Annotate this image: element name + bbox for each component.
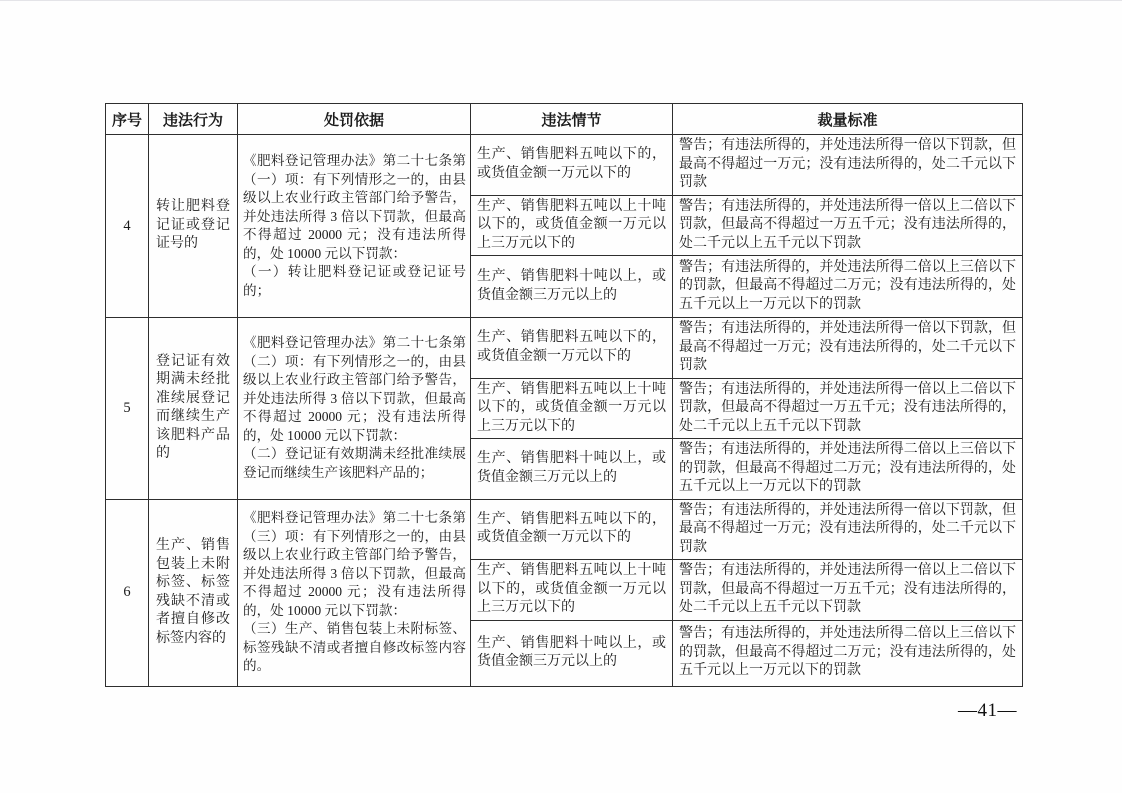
row4-standard-3-cell: 警告；有违法所得的，并处违法所得二倍以上三倍以下的罚款，但最高不得超过二万元；没有违法所得的，处五千元以上一万元以下的罚款 <box>673 256 1023 318</box>
row5-number-cell: 5 <box>106 318 149 500</box>
row4-basis-main-text: 《肥料登记管理办法》第二十七条第（一）项：有下列情形之一的，由县级以上农业行政主管部门给予警告，并处违法所得 3 倍以下罚款，但最高不得超过 20000 元；没有违法所得的，处 10000 元以下罚款： <box>243 153 466 261</box>
page-top-edge-line <box>0 0 1122 1</box>
row6-circumstance-3-cell: 生产、销售肥料十吨以上，或货值金额三万元以上的 <box>471 620 673 686</box>
row6-number-cell: 6 <box>106 499 149 686</box>
row6-standard-3-cell: 警告；有违法所得的，并处违法所得二倍以上三倍以下的罚款，但最高不得超过二万元；没有违法所得的，处五千元以上一万元以下的罚款 <box>673 620 1023 686</box>
row4-standard-2-cell: 警告；有违法所得的，并处违法所得一倍以上二倍以下罚款，但最高不得超过一万五千元；没有违法所得的，处二千元以上五千元以下罚款 <box>673 195 1023 256</box>
row5-basis-main-text: 《肥料登记管理办法》第二十七条第（二）项：有下列情形之一的，由县级以上农业行政主管部门给予警告，并处违法所得 3 倍以下罚款，但最高不得超过 20000 元；没有违法所得的，处 10000 元以下罚款： <box>243 335 466 443</box>
row5-standard-1-cell: 警告；有违法所得的，并处违法所得一倍以下罚款，但最高不得超过一万元；没有违法所得的，处二千元以下罚款 <box>673 318 1023 379</box>
row6-circumstance-2-cell: 生产、销售肥料五吨以上十吨以下的，或货值金额一万元以上三万元以下的 <box>471 560 673 621</box>
row5-circumstance-3-cell: 生产、销售肥料十吨以上，或货值金额三万元以上的 <box>471 439 673 500</box>
header-cell-basis: 处罚依据 <box>238 104 471 135</box>
row4-number-cell: 4 <box>106 135 149 318</box>
row4-circumstance-3-cell: 生产、销售肥料十吨以上，或货值金额三万元以上的 <box>471 256 673 318</box>
header-cell-behavior: 违法行为 <box>149 104 238 135</box>
row5-basis-cell <box>238 318 471 500</box>
row5-standard-3-cell: 警告；有违法所得的，并处违法所得二倍以上三倍以下的罚款，但最高不得超过二万元；没有违法所得的，处五千元以上一万元以下的罚款 <box>673 439 1023 500</box>
header-cell-index: 序号 <box>106 104 149 135</box>
table-row <box>106 318 1023 379</box>
table-header-row <box>106 104 1023 135</box>
row6-standard-1-cell: 警告；有违法所得的，并处违法所得一倍以下罚款，但最高不得超过一万元；没有违法所得的，处二千元以下罚款 <box>673 499 1023 560</box>
row4-behavior-cell: 转让肥料登记证或登记证号的 <box>149 135 238 318</box>
row4-standard-1-cell: 警告；有违法所得的，并处违法所得一倍以下罚款，但最高不得超过一万元；没有违法所得的，处二千元以下罚款 <box>673 135 1023 196</box>
penalty-table <box>105 103 1023 687</box>
row5-circumstance-1-cell: 生产、销售肥料五吨以下的，或货值金额一万元以下的 <box>471 318 673 379</box>
row6-basis-main-text: 《肥料登记管理办法》第二十七条第（三）项：有下列情形之一的，由县级以上农业行政主管部门给予警告，并处违法所得 3 倍以下罚款，但最高不得超过 20000 元；没有违法所得的，处 10000 元以下罚款： <box>243 510 466 618</box>
row6-basis-cell <box>238 499 471 686</box>
row4-basis-item-text: （一）转让肥料登记证或登记证号的； <box>243 264 466 298</box>
row6-basis-item-text: （三）生产、销售包装上未附标签、标签残缺不清或者擅自修改标签内容的。 <box>243 621 466 674</box>
header-cell-circumstance: 违法情节 <box>471 104 673 135</box>
row5-basis-item-text: （二）登记证有效期满未经批准续展登记而继续生产该肥料产品的； <box>243 446 466 480</box>
table-row <box>106 135 1023 196</box>
row6-standard-2-cell: 警告；有违法所得的，并处违法所得一倍以上二倍以下罚款，但最高不得超过一万五千元；没有违法所得的，处二千元以上五千元以下罚款 <box>673 560 1023 621</box>
row4-circumstance-2-cell: 生产、销售肥料五吨以上十吨以下的，或货值金额一万元以上三万元以下的 <box>471 195 673 256</box>
header-cell-standard: 裁量标准 <box>673 104 1023 135</box>
row5-behavior-cell: 登记证有效期满未经批准续展登记而继续生产该肥料产品的 <box>149 318 238 500</box>
row6-behavior-cell: 生产、销售包装上未附标签、标签残缺不清或者擅自修改标签内容的 <box>149 499 238 686</box>
page-number: —41— <box>958 700 1017 721</box>
row4-circumstance-1-cell: 生产、销售肥料五吨以下的，或货值金额一万元以下的 <box>471 135 673 196</box>
row6-circumstance-1-cell: 生产、销售肥料五吨以下的，或货值金额一万元以下的 <box>471 499 673 560</box>
row5-standard-2-cell: 警告；有违法所得的，并处违法所得一倍以上二倍以下罚款，但最高不得超过一万五千元；没有违法所得的，处二千元以上五千元以下罚款 <box>673 378 1023 439</box>
table-row <box>106 499 1023 560</box>
row4-basis-cell <box>238 135 471 318</box>
row5-circumstance-2-cell: 生产、销售肥料五吨以上十吨以下的，或货值金额一万元以上三万元以下的 <box>471 378 673 439</box>
